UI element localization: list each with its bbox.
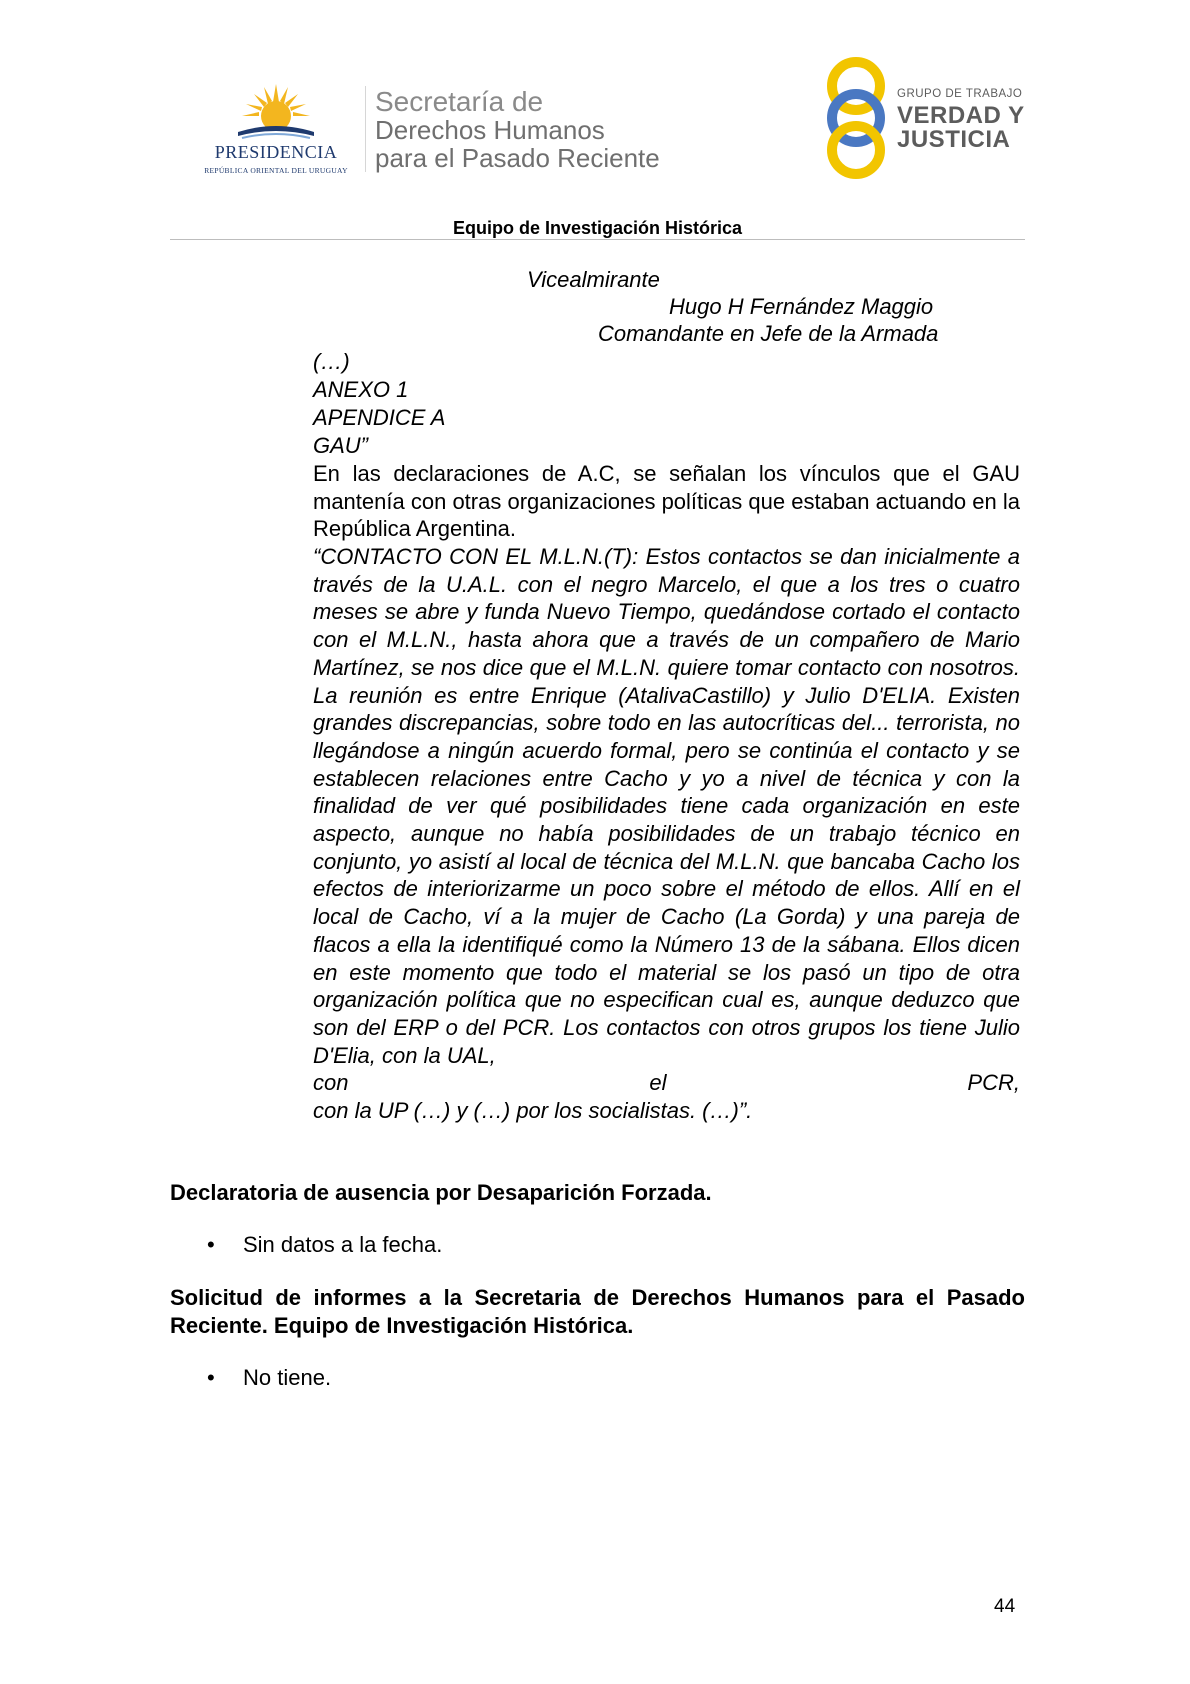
quote-end: con la UP (…) y (…) por los socialistas. (…)”. — [313, 1098, 753, 1124]
section-heading-solicitud: Solicitud de informes a la Secretaria de Derechos Humanos para el Pasado Reciente. Equipo de Investigación Histórica. — [170, 1285, 1025, 1338]
bullet-text: Sin datos a la fecha. — [243, 1232, 443, 1257]
bullet-icon: • — [207, 1365, 215, 1390]
quote-spaced-line — [313, 1069, 1020, 1097]
quote-word-el: el — [649, 1070, 667, 1096]
quote-word-pcr: PCR, — [967, 1070, 1020, 1096]
quote-word-con: con — [313, 1070, 349, 1096]
body-quote — [313, 543, 1020, 1125]
secretaria-line-1: Secretaría de — [375, 86, 544, 117]
secretaria-logo-text — [375, 88, 660, 172]
team-title: Equipo de Investigación Histórica — [452, 218, 743, 238]
bullet-text: No tiene. — [243, 1365, 332, 1390]
intro-paragraph: En las declaraciones de A.C, se señalan los vínculos que el GAU mantenía con otras organizaciones políticas que estaban actuando en la República Argentina. — [313, 461, 1020, 542]
presidencia-word: PRESIDENCIA — [214, 142, 338, 162]
annex-anexo: ANEXO 1 — [313, 377, 409, 402]
quote-paragraph: “CONTACTO CON EL M.L.N.(T): Estos contactos se dan inicialmente a través de la U.A.L. con el negro Marcelo, el que a los tres o cuatro meses se abre y funda Nuevo Tiempo, quedándose cortado el contacto con el M.L.N., hasta ahora que a través de un compañero de Mario Martínez, se nos dice que el M.L.N. quiere tomar contacto con nosotros. La reunión es entre Enrique (AtalivaCastillo) y Julio D'ELIA. Existen grandes discrepancias, sobre todo en las autocríticas del... terrorista, no llegándose a ningún acuerdo formal, pero se continúa el contacto y se establecen relaciones entre Cacho y yo a nivel de técnica y con la finalidad de ver qué posibilidades tiene cada organización en este aspecto, aunque no había posibilidades de un trabajo técnico en conjunto, yo asistí al local de técnica del M.L.N. que bancaba Cacho los efectos de interiorizarme un poco sobre el método de ellos. Allí en el local de Cacho, ví a la mujer de Cacho (La Gorda) y una pareja de flacos a ella la identifiqué como la Número 13 de la sábana. Ellos dicen en este momento que todo el material se los pasó un tipo de otra organización política que no especifican cual es, aunque deduzco que son del ERP o del PCR. Los contactos con otros grupos los tiene Julio D'Elia, con la UAL, — [313, 544, 1020, 1068]
vyj-line-1: VERDAD Y — [897, 102, 1025, 129]
list-item — [207, 1231, 442, 1259]
section-heading-declaratoria: Declaratoria de ausencia por Desaparición Forzada. — [170, 1180, 712, 1205]
sun-emblem-icon — [236, 80, 316, 142]
page-number: 44 — [994, 1596, 1016, 1617]
header-rule — [170, 239, 1025, 240]
body-intro — [313, 460, 1020, 543]
verdad-justicia-logo — [822, 56, 1032, 181]
signature-rank: Vicealmirante — [527, 267, 660, 292]
bullet-icon: • — [207, 1232, 215, 1257]
vyj-line-2: JUSTICIA — [897, 126, 1011, 153]
annex-ellipsis: (…) — [313, 349, 350, 374]
presidencia-logo — [196, 80, 356, 180]
rings-emblem-icon — [822, 56, 894, 181]
signature-role: Comandante en Jefe de la Armada — [598, 321, 939, 346]
secretaria-line-2: Derechos Humanos — [375, 115, 605, 145]
annex-gau: GAU” — [313, 433, 368, 458]
annex-apendice: APENDICE A — [313, 405, 446, 430]
list-item — [207, 1364, 331, 1392]
presidencia-subtitle: REPÚBLICA ORIENTAL DEL URUGUAY — [204, 166, 348, 175]
secretaria-line-3: para el Pasado Reciente — [375, 143, 660, 173]
logo-divider — [365, 86, 366, 172]
vyj-small-text: GRUPO DE TRABAJO — [897, 88, 1023, 100]
signature-name: Hugo H Fernández Maggio — [669, 294, 934, 319]
